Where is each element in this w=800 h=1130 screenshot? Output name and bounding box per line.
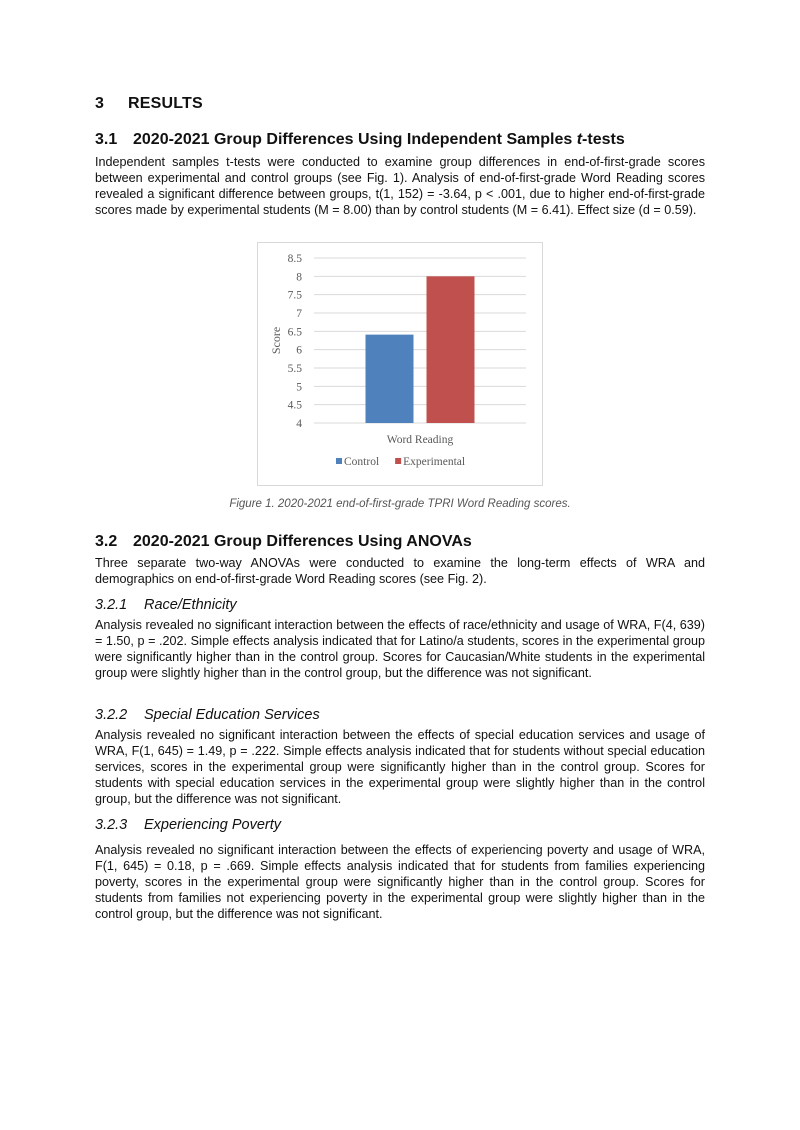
legend-label-control: Control	[344, 456, 380, 468]
paragraph: Analysis revealed no significant interaction between the effects of special education services and usage of WRA, F(1, 645) = 1.49, p = .222. Simple effects analysis indicated that for students without special education services, scores in the experimental group were significantly higher than in the control group. Scores for students with special education services in the experimental group were slightly higher than in the control group, but the difference was not significant.	[95, 728, 705, 806]
section-title: RESULTS	[128, 95, 203, 112]
y-tick-label: 6.5	[287, 326, 302, 339]
y-tick-label: 7.5	[287, 289, 302, 302]
subsection-number: 3.1	[95, 131, 118, 148]
paragraph: Analysis revealed no significant interaction between the effects of race/ethnicity and usage of WRA, F(4, 639) = 1.50, p = .202. Simple effects analysis indicated that for Latino/a students, scores in the experimental group were significantly higher than in the control group. Scores for Caucasian/White students in the experimental group were slightly higher than in the control group, but the difference was not significant.	[95, 618, 705, 680]
y-axis-label: Score	[269, 326, 283, 355]
y-tick-label: 8.5	[287, 253, 302, 265]
section-number: 3	[95, 95, 105, 112]
subsubsection-heading	[95, 707, 705, 723]
subsubsection-heading	[95, 817, 705, 833]
paragraph: Independent samples t-tests were conducted to examine group differences in end-of-first-grade scores between experimental and control groups (see Fig. 1). Analysis of end-of-first-grade Word Reading scores revealed a significant difference between groups, t(1, 152) = -3.64, p < .001, due to higher end-of-first-grade scores made by experimental students (M = 8.00) than by control students (M = 6.41). Effect size (d = 0.59).	[95, 155, 705, 217]
y-tick-label: 8	[296, 271, 302, 284]
subsubsection-heading	[95, 597, 705, 613]
legend-swatch-experimental	[395, 458, 401, 464]
legend-swatch-control	[336, 458, 342, 464]
y-tick-label: 5	[296, 381, 302, 394]
paragraph: Analysis revealed no significant interaction between the effects of experiencing poverty and usage of WRA, F(1, 645) = 0.18, p = .669. Simple effects analysis indicated that for students from families experiencing poverty, scores in the experimental group were significantly higher than in the control group. Scores for students from families not experiencing poverty in the experimental group were slightly higher than in the control group, but the difference was not significant.	[95, 843, 705, 921]
y-tick-label: 4	[296, 418, 302, 430]
bar-control	[366, 335, 414, 423]
subsubsection-title: Race/Ethnicity	[144, 597, 237, 613]
subsection-3-2	[95, 533, 705, 587]
subsection-title-post: -tests	[582, 131, 625, 148]
y-tick-label: 6	[296, 344, 302, 357]
subsection-3-2-2	[95, 707, 705, 807]
subsubsection-number: 3.2.1	[95, 597, 128, 613]
subsection-3-1	[95, 131, 705, 218]
subsection-heading	[95, 533, 705, 551]
subsection-title: 2020-2021 Group Differences Using ANOVAs	[133, 533, 472, 550]
y-tick-label: 7	[296, 308, 302, 320]
bar-experimental	[427, 276, 475, 423]
subsubsection-number: 3.2.3	[95, 817, 128, 833]
subsubsection-title: Special Education Services	[144, 707, 320, 723]
subsection-3-2-3	[95, 817, 705, 922]
paragraph: Three separate two-way ANOVAs were conducted to examine the long-term effects of WRA and demographics on end-of-first-grade Word Reading scores (see Fig. 2).	[95, 556, 705, 586]
legend-label-experimental: Experimental	[403, 456, 466, 468]
section-heading	[95, 95, 203, 113]
figure-caption: Figure 1. 2020-2021 end-of-first-grade TPRI Word Reading scores.	[229, 498, 571, 510]
y-tick-label: 4.5	[287, 399, 302, 412]
figure-1-chart	[257, 242, 543, 486]
bar-chart-svg	[258, 243, 542, 485]
subsection-title-pre: 2020-2021 Group Differences Using Independent Samples	[133, 131, 577, 148]
subsubsection-number: 3.2.2	[95, 707, 128, 723]
subsection-number: 3.2	[95, 533, 118, 550]
x-category-label: Word Reading	[386, 434, 454, 446]
y-tick-label: 5.5	[287, 363, 302, 375]
subsection-3-2-1	[95, 597, 705, 681]
subsubsection-title: Experiencing Poverty	[144, 817, 282, 833]
subsection-title-italic: t	[576, 131, 583, 148]
subsection-heading	[95, 131, 705, 149]
